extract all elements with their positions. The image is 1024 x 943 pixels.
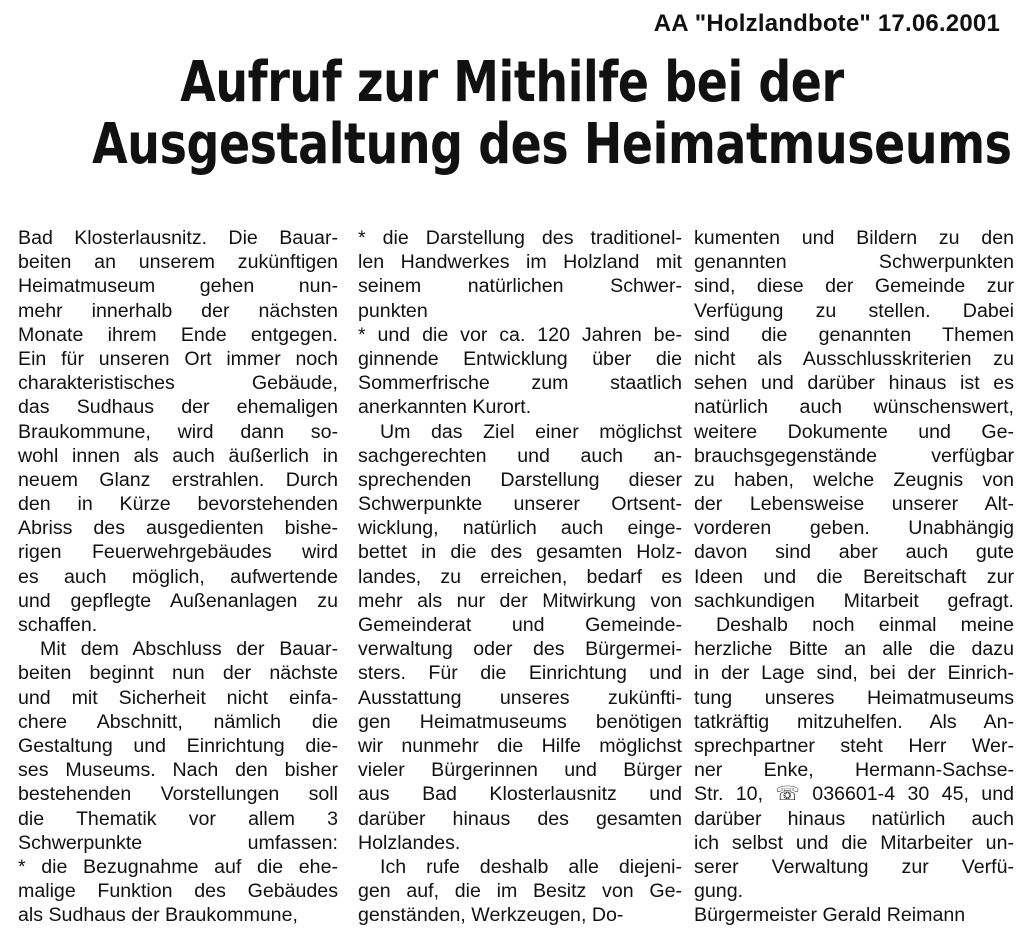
article-text-line: Sommerfrische zum staatlich: [358, 372, 682, 395]
headline-line-2: Ausgestaltung des Heimatmuseums: [92, 112, 1012, 177]
article-text-line: wicklung, natürlich auch einge-: [358, 517, 682, 540]
article-text-line: Braukommune, wird dann so-: [18, 420, 338, 443]
article-text-line: landes, zu erreichen, bedarf es: [358, 565, 682, 588]
article-text-line: vorderen geben. Unabhängig: [694, 517, 1014, 540]
article-text-line: und gepflegte Außenanlagen zu: [18, 589, 338, 612]
article-text-line: den in Kürze bevorstehenden: [18, 493, 338, 516]
article-text-line: sprechpartner steht Herr Wer-: [694, 734, 1014, 757]
article-text-line: genannten Schwerpunkten: [694, 251, 1014, 274]
article-text-line: chere Abschnitt, nämlich die: [18, 710, 338, 733]
article-text-line: in der Lage sind, bei der Einrich-: [694, 662, 1014, 685]
article-text-line: anerkannten Kurort.: [358, 396, 532, 419]
article-text-line: Holzlandes.: [358, 831, 461, 854]
article-text-line: der Lebensweise unserer Alt-: [694, 493, 1014, 516]
article-text-line: * und die vor ca. 120 Jahren be-: [358, 323, 682, 346]
article-text-line: darüber hinaus natürlich auch: [694, 807, 1014, 830]
article-text-line: darüber hinaus des gesamten: [358, 807, 682, 830]
article-text-line: * die Bezugnahme auf die ehe-: [18, 855, 338, 878]
article-text-line: beiten beginnt nun der nächste: [18, 662, 338, 685]
article-text-line: wohl innen als auch äußerlich in: [18, 444, 338, 467]
article-text-line: und mit Sicherheit nicht einfa-: [18, 686, 338, 709]
article-text-line: seinem natürlichen Schwer-: [358, 275, 682, 298]
article-text-line: sind die genannten Themen: [694, 323, 1014, 346]
article-text-line: gung.: [694, 880, 744, 903]
article-text-line: punkten: [358, 299, 428, 322]
article-text-line: ses Museums. Nach den bisher: [18, 759, 338, 782]
article-text-line: Schwerpunkte umfassen:: [18, 831, 338, 854]
article-text-line: kumenten und Bildern zu den: [694, 227, 1014, 249]
article-column-3: [694, 226, 1014, 927]
article-text-line: natürlich auch wünschenswert,: [694, 396, 1014, 419]
article-text-line: Bürgermeister Gerald Reimann: [694, 904, 966, 927]
article-text-line: genständen, Werkzeugen, Do-: [358, 904, 624, 927]
article-text-line: rigen Feuerwehrgebäudes wird: [18, 541, 338, 564]
article-text-line: brauchsgegenstände verfügbar: [694, 444, 1014, 467]
article-text-line: len Handwerkes im Holzland mit: [358, 251, 682, 274]
article-text-line: Gestaltung und Einrichtung die-: [18, 734, 338, 757]
article-text-line: gen Heimatmuseums benötigen: [358, 710, 682, 733]
article-text-line: Ich rufe deshalb alle diejeni-: [380, 855, 682, 878]
article-text-line: das Sudhaus der ehemaligen: [18, 396, 338, 419]
article-text-line: bestehenden Vorstellungen soll: [18, 783, 338, 806]
article-text-line: Ein für unseren Ort immer noch: [18, 347, 338, 370]
article-text-line: die Thematik vor allem 3: [18, 807, 338, 830]
article-text-line: sachkundigen Mitarbeit gefragt.: [694, 589, 1014, 612]
article-text-line: schaffen.: [18, 614, 98, 636]
article-text-line: aus Bad Klosterlausnitz und: [358, 783, 682, 806]
article-text-line: malige Funktion des Gebäudes: [18, 880, 338, 903]
article-text-line: Ideen und die Bereitschaft zur: [694, 565, 1014, 588]
article-text-line: sprechenden Darstellung dieser: [358, 468, 682, 491]
article-text-line: nicht als Ausschlusskriterien zu: [694, 347, 1014, 370]
article-text-line: es auch möglich, aufwertende: [18, 565, 338, 588]
article-text-line: * die Darstellung des traditionel-: [358, 227, 682, 249]
article-text-line: neuem Glanz erstrahlen. Durch: [18, 468, 338, 491]
headline-line-1: Aufruf zur Mithilfe bei der: [180, 50, 844, 115]
article-text-line: sters. Für die Einrichtung und: [358, 662, 682, 685]
article-text-line: tatkräftig mitzuhelfen. Als An-: [694, 710, 1014, 733]
article-text-line: wir nunmehr die Hilfe möglichst: [358, 734, 682, 757]
article-text-line: verwaltung oder des Bürgermei-: [358, 638, 682, 661]
article-text-line: sehen und darüber hinaus ist es: [694, 372, 1014, 395]
article-text-line: Schwerpunkte unserer Ortsent-: [358, 493, 682, 516]
article-text-line: weitere Dokumente und Ge-: [694, 420, 1014, 443]
article-column-2: [358, 226, 682, 927]
article-text-line: Bad Klosterlausnitz. Die Bauar-: [18, 227, 338, 249]
article-text-line: herzliche Bitte an alle die dazu: [694, 638, 1014, 661]
article-text-line: Verfügung zu stellen. Dabei: [694, 299, 1014, 322]
article-text-line: charakteristisches Gebäude,: [18, 372, 338, 395]
article-text-line: Str. 10, ☏ 036601-4 30 45, und: [694, 783, 1014, 806]
article-text-line: Monate ihrem Ende entgegen.: [18, 323, 338, 346]
article-text-line: mehr innerhalb der nächsten: [18, 299, 338, 322]
headline: [0, 52, 1024, 176]
article-text-line: tung unseres Heimatmuseums: [694, 686, 1014, 709]
article-text-line: ner Enke, Hermann-Sachse-: [694, 759, 1014, 782]
article-text-line: beiten an unserem zukünftigen: [18, 251, 338, 274]
article-text-line: sachgerechten und auch an-: [358, 444, 682, 467]
article-text-line: serer Verwaltung zur Verfü-: [694, 855, 1014, 878]
article-text-line: gen auf, die im Besitz von Ge-: [358, 880, 682, 903]
article-text-line: Mit dem Abschluss der Bauar-: [40, 638, 338, 661]
article-text-line: Deshalb noch einmal meine: [716, 614, 1014, 636]
article-text-line: Gemeinderat und Gemeinde-: [358, 614, 682, 636]
article-text-line: Um das Ziel einer möglichst: [380, 420, 682, 443]
article-column-1: [18, 226, 338, 927]
article-text-line: mehr als nur der Mitwirkung von: [358, 589, 682, 612]
article-text-line: bettet in die des gesamten Holz-: [358, 541, 682, 564]
article-text-line: zu haben, welche Zeugnis von: [694, 468, 1014, 491]
article-text-line: als Sudhaus der Braukommune,: [18, 904, 298, 927]
article-text-line: Ausstattung unseres zukünfti-: [358, 686, 682, 709]
article-text-line: vieler Bürgerinnen und Bürger: [358, 759, 682, 782]
article-text-line: Heimatmuseum gehen nun-: [18, 275, 338, 298]
article-text-line: Abriss des ausgedienten bishe-: [18, 517, 338, 540]
article-text-line: ich selbst und die Mitarbeiter un-: [694, 831, 1014, 854]
article-text-line: sind, diese der Gemeinde zur: [694, 275, 1014, 298]
article-text-line: ginnende Entwicklung über die: [358, 347, 682, 370]
source-line: AA "Holzlandbote" 17.06.2001: [653, 10, 1000, 37]
article-text-line: davon sind aber auch gute: [694, 541, 1014, 564]
